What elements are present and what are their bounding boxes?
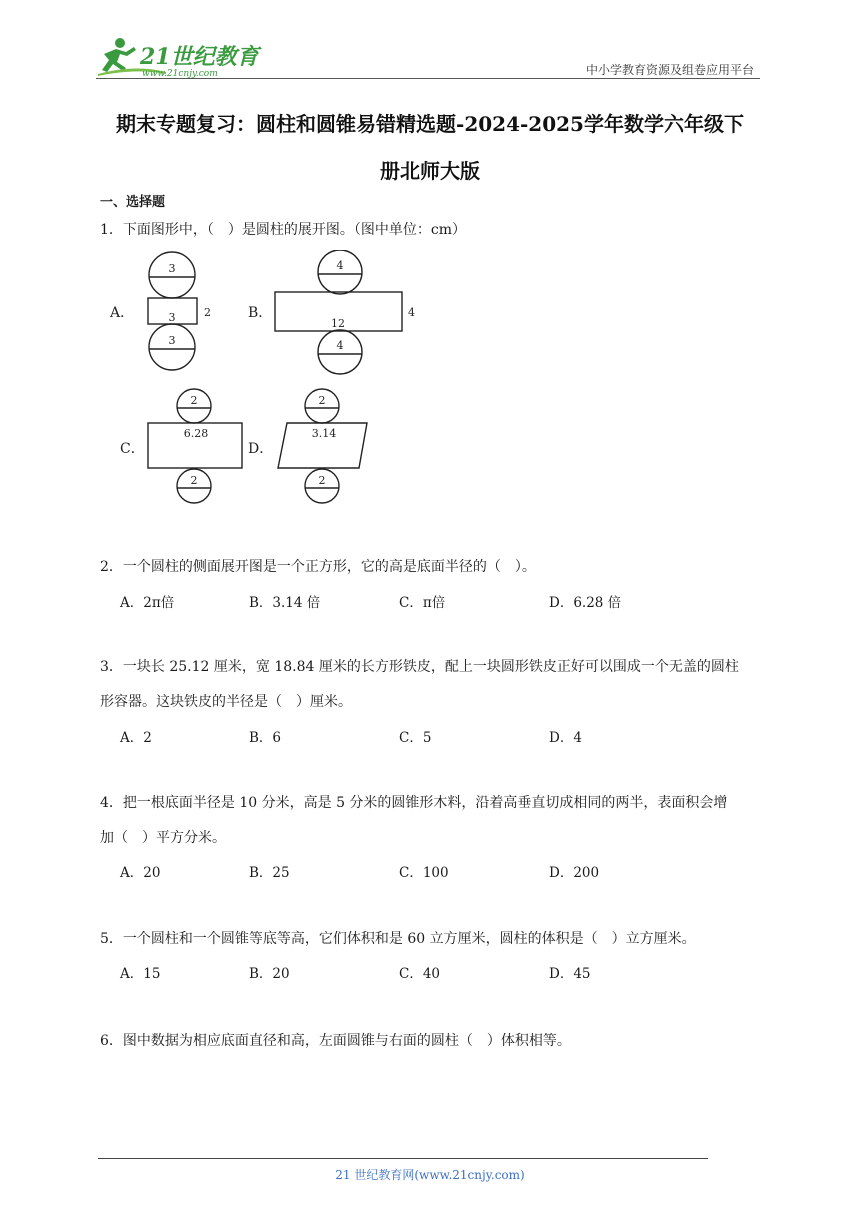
- footer-divider: [98, 1158, 708, 1159]
- logo-url: www.21cnjy.com: [142, 69, 218, 79]
- logo-text: 21世纪教育: [140, 44, 259, 70]
- question-2-option-a[interactable]: A．2π倍: [120, 595, 175, 611]
- question-3-option-c[interactable]: C．5: [399, 730, 432, 746]
- question-1-figures: [110, 250, 440, 510]
- figure-b-bottom-value: 4: [336, 339, 344, 352]
- figure-d-bottom-value: 2: [318, 474, 326, 487]
- figure-d-label: D．: [248, 441, 274, 457]
- question-3-stem-line-2: 形容器。这块铁皮的半径是（ ）厘米。: [100, 694, 352, 710]
- figure-c-label: C．: [120, 441, 145, 457]
- runner-logo-icon: [96, 34, 266, 80]
- question-3-option-d[interactable]: D．4: [549, 730, 582, 746]
- question-4-option-b[interactable]: B．25: [249, 865, 290, 881]
- question-3-option-a[interactable]: A．2: [120, 730, 152, 746]
- figure-d-top-value: 2: [318, 394, 326, 407]
- figure-a-top-value: 3: [168, 262, 176, 275]
- figure-c-bottom-value: 2: [190, 474, 198, 487]
- question-2-option-c[interactable]: C．π倍: [399, 595, 446, 611]
- question-5-option-a[interactable]: A．15: [120, 966, 161, 982]
- question-6-stem: 6．图中数据为相应底面直径和高，左面圆锥与右面的圆柱（ ）体积相等。: [100, 1033, 571, 1049]
- site-logo[interactable]: [96, 34, 266, 80]
- figure-b-rect-value: 12: [331, 317, 345, 330]
- question-5-stem: 5．一个圆柱和一个圆锥等底等高，它们体积和是 60 立方厘米，圆柱的体积是（ ）立方厘米。: [100, 931, 696, 947]
- question-5-option-d[interactable]: D．45: [549, 966, 591, 982]
- figure-c-top-value: 2: [190, 394, 198, 407]
- figure-a-label: A．: [110, 305, 135, 321]
- question-2-option-b[interactable]: B．3.14 倍: [249, 595, 321, 611]
- question-4-option-a[interactable]: A．20: [120, 865, 161, 881]
- question-3-option-b[interactable]: B．6: [249, 730, 282, 746]
- footer-link[interactable]: 21 世纪教育网(www.21cnjy.com): [335, 1168, 525, 1182]
- figure-a-rect-value: 3: [168, 311, 176, 324]
- page-title-line-1: 期末专题复习：圆柱和圆锥易错精选题-2024-2025学年数学六年级下: [116, 112, 744, 136]
- figure-a-side-value: 2: [204, 306, 211, 319]
- question-3-stem-line-1: 3．一块长 25.12 厘米，宽 18.84 厘米的长方形铁皮，配上一块圆形铁皮正好可以围成一个无盖的圆柱: [100, 659, 739, 675]
- question-4-stem-line-2: 加（ ）平方分米。: [100, 830, 226, 846]
- page-title-line-2: 册北师大版: [380, 159, 480, 183]
- header-divider: [96, 78, 760, 79]
- question-2-stem: 2．一个圆柱的侧面展开图是一个正方形，它的高是底面半径的（ ）。: [100, 559, 536, 575]
- question-4-option-d[interactable]: D．200: [549, 865, 600, 881]
- figure-b-top-value: 4: [336, 259, 344, 272]
- figure-c-rect-value: 6.28: [183, 427, 209, 440]
- figure-a-bottom-value: 3: [168, 334, 176, 347]
- platform-name: 中小学教育资源及组卷应用平台: [585, 63, 754, 77]
- question-1-stem: 1．下面图形中，（ ）是圆柱的展开图。（图中单位：cm）: [100, 222, 467, 238]
- question-4-option-c[interactable]: C．100: [399, 865, 449, 881]
- figure-b-side-value: 4: [408, 306, 415, 319]
- question-4-stem-line-1: 4．把一根底面半径是 10 分米，高是 5 分米的圆锥形木料，沿着高垂直切成相同的两半，表面积会增: [100, 795, 728, 811]
- figure-b-label: B．: [248, 305, 273, 321]
- section-heading: 一、选择题: [100, 195, 166, 210]
- figure-d-rect-value: 3.14: [311, 427, 337, 440]
- question-5-option-c[interactable]: C．40: [399, 966, 441, 982]
- question-5-option-b[interactable]: B．20: [249, 966, 290, 982]
- question-2-option-d[interactable]: D．6.28 倍: [549, 595, 622, 611]
